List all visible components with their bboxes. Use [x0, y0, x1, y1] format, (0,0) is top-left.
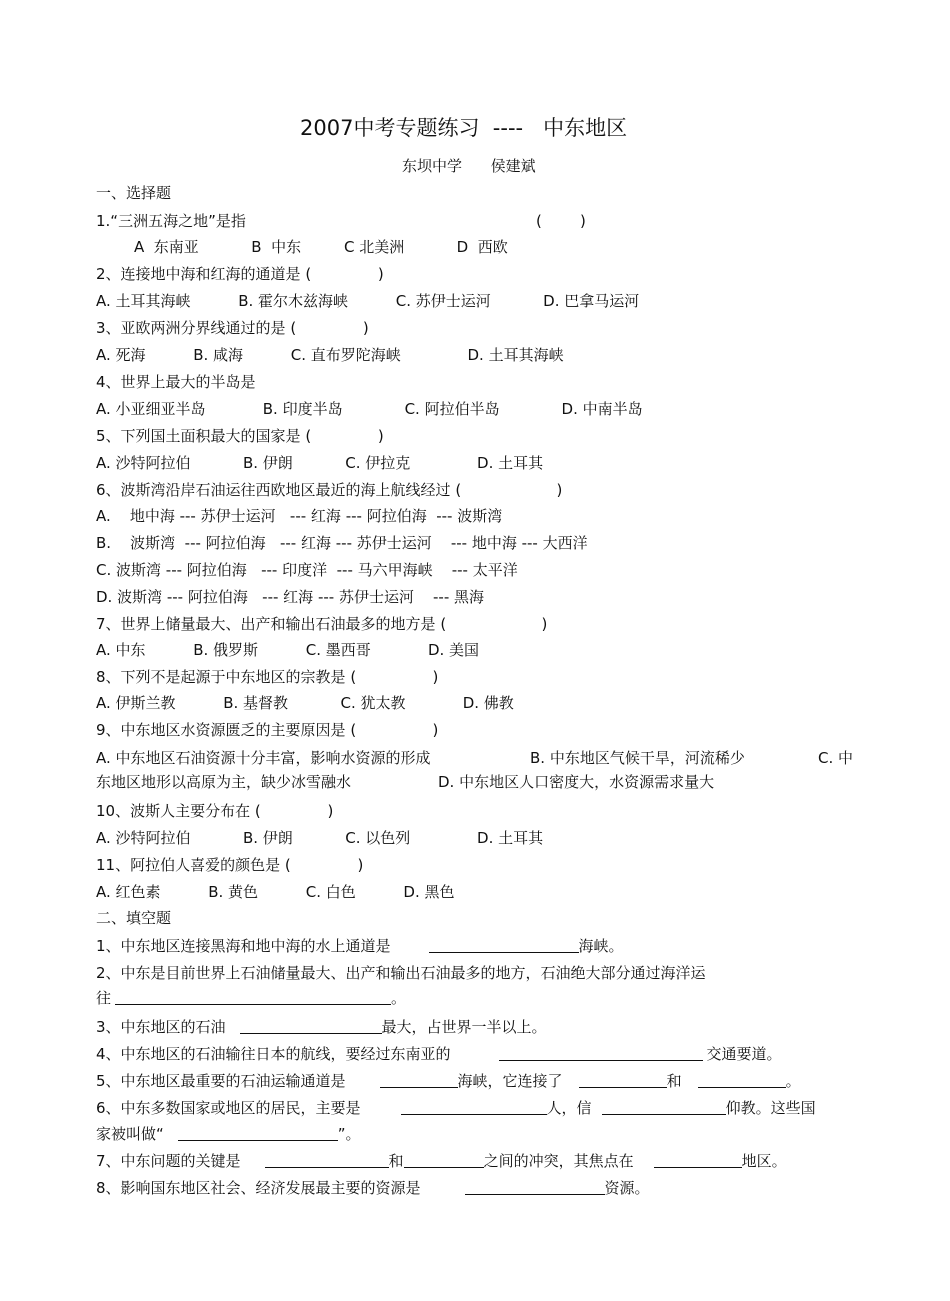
- fill-text: 之间的冲突，其焦点在: [483, 1152, 634, 1170]
- fill-blank[interactable]: [602, 1098, 726, 1115]
- option-d: D. 中东地区人口密度大，水资源需求量大: [438, 773, 715, 791]
- fill-blank[interactable]: [429, 936, 579, 953]
- page-title: 2007中考专题练习 ---- 中东地区: [300, 116, 628, 140]
- fill-blank[interactable]: [380, 1071, 458, 1088]
- fill-question-2-continued: [96, 988, 406, 1008]
- fill-text: 。: [785, 1072, 801, 1090]
- fill-text: 家被叫做“: [96, 1125, 164, 1143]
- question-options: A. 中东 B. 俄罗斯 C. 墨西哥 D. 美国: [96, 641, 480, 659]
- question-options: A. 死海 B. 咸海 C. 直布罗陀海峡 D. 土耳其海峡: [96, 346, 564, 364]
- fill-text: 和: [388, 1152, 404, 1170]
- option-c-continued: 东地区地形以高原为主，缺少冰雪融水: [96, 773, 352, 791]
- fill-text: 往: [96, 989, 112, 1007]
- fill-blank[interactable]: [499, 1044, 703, 1061]
- question-stem: 1.“三洲五海之地”是指: [96, 212, 246, 230]
- question-stem: 3、亚欧两洲分界线通过的是 ( ): [96, 319, 369, 337]
- fill-text: 7、中东问题的关键是: [96, 1152, 241, 1170]
- fill-text: 5、中东地区最重要的石油运输通道是: [96, 1072, 346, 1090]
- option-c: C. 中: [818, 749, 854, 767]
- fill-blank[interactable]: [401, 1098, 547, 1115]
- fill-blank[interactable]: [404, 1151, 484, 1168]
- question-stem: 9、中东地区水资源匮乏的主要原因是 ( ): [96, 721, 439, 739]
- fill-text: 海峡，它连接了: [457, 1072, 563, 1090]
- question-stem: 10、波斯人主要分布在 ( ): [96, 802, 334, 820]
- question-options: A. 土耳其海峡 B. 霍尔木兹海峡 C. 苏伊士运河 D. 巴拿马运河: [96, 292, 640, 310]
- question-options: A. 小亚细亚半岛 B. 印度半岛 C. 阿拉伯半岛 D. 中南半岛: [96, 400, 643, 418]
- option-c: C. 波斯湾 --- 阿拉伯海 --- 印度洋 --- 马六甲海峡 --- 太平洋: [96, 561, 518, 579]
- question-stem: 7、世界上储量最大、出产和输出石油最多的地方是 ( ): [96, 615, 548, 633]
- question-options: A. 沙特阿拉伯 B. 伊朗 C. 伊拉克 D. 土耳其: [96, 454, 544, 472]
- fill-text: 。: [391, 989, 407, 1007]
- fill-text: 最大，占世界一半以上。: [381, 1018, 547, 1036]
- fill-blank[interactable]: [178, 1124, 338, 1141]
- fill-text: 资源。: [604, 1179, 650, 1197]
- fill-question-6-continued: [96, 1124, 361, 1144]
- option-b: B. 中东地区气候干旱，河流稀少: [530, 749, 745, 767]
- fill-blank[interactable]: [115, 988, 391, 1005]
- question-options: A. 沙特阿拉伯 B. 伊朗 C. 以色列 D. 土耳其: [96, 829, 544, 847]
- question-stem: 11、阿拉伯人喜爱的颜色是 ( ): [96, 856, 364, 874]
- fill-blank[interactable]: [240, 1017, 382, 1034]
- fill-question-3: [96, 1017, 547, 1037]
- answer-paren: ( ): [536, 212, 586, 230]
- question-stem: 6、波斯湾沿岸石油运往西欧地区最近的海上航线经过 ( ): [96, 481, 563, 499]
- fill-question-7: [96, 1151, 787, 1171]
- fill-text: ”。: [337, 1125, 361, 1143]
- fill-text: 和: [666, 1072, 682, 1090]
- question-options: A 东南亚 B 中东 C 北美洲 D 西欧: [134, 238, 508, 256]
- fill-text: 6、中东多数国家或地区的居民，主要是: [96, 1099, 361, 1117]
- question-options: A. 红色素 B. 黄色 C. 白色 D. 黑色: [96, 883, 455, 901]
- author-line: 东坝中学 侯建斌: [402, 157, 536, 175]
- fill-text: 仰教。这些国: [725, 1099, 816, 1117]
- fill-question-2: 2、中东是目前世界上石油储量最大、出产和输出石油最多的地方，石油绝大部分通过海洋运: [96, 964, 706, 982]
- fill-blank[interactable]: [579, 1071, 667, 1088]
- fill-text: 海峡。: [578, 937, 624, 955]
- question-options: A. 伊斯兰教 B. 基督教 C. 犹太教 D. 佛教: [96, 694, 514, 712]
- option-a: A. 地中海 --- 苏伊士运河 --- 红海 --- 阿拉伯海 --- 波斯湾: [96, 507, 503, 525]
- fill-text: 交通要道。: [706, 1045, 782, 1063]
- question-stem: 5、下列国土面积最大的国家是 ( ): [96, 427, 384, 445]
- fill-text: 4、中东地区的石油输往日本的航线，要经过东南亚的: [96, 1045, 451, 1063]
- section-heading-choice: 一、选择题: [96, 184, 172, 202]
- fill-question-6: [96, 1098, 816, 1118]
- fill-blank[interactable]: [265, 1151, 389, 1168]
- question-stem: 2、连接地中海和红海的通道是 ( ): [96, 265, 384, 283]
- fill-text: 人，信: [546, 1099, 592, 1117]
- fill-text: 1、中东地区连接黑海和地中海的水上通道是: [96, 937, 391, 955]
- option-b: B. 波斯湾 --- 阿拉伯海 --- 红海 --- 苏伊士运河 --- 地中海 --- 大西洋: [96, 534, 588, 552]
- fill-blank[interactable]: [698, 1071, 786, 1088]
- fill-text: 3、中东地区的石油: [96, 1018, 226, 1036]
- option-d: D. 波斯湾 --- 阿拉伯海 --- 红海 --- 苏伊士运河 --- 黑海: [96, 588, 485, 606]
- fill-question-1: [96, 936, 624, 956]
- question-stem: 4、世界上最大的半岛是: [96, 373, 256, 391]
- fill-question-4: [96, 1044, 782, 1064]
- question-stem: 8、下列不是起源于中东地区的宗教是 ( ): [96, 668, 439, 686]
- fill-text: 8、影响国东地区社会、经济发展最主要的资源是: [96, 1179, 421, 1197]
- fill-question-5: [96, 1071, 801, 1091]
- fill-blank[interactable]: [465, 1178, 605, 1195]
- option-a: A. 中东地区石油资源十分丰富，影响水资源的形成: [96, 749, 431, 767]
- section-heading-fill: 二、填空题: [96, 909, 172, 927]
- fill-question-8: [96, 1178, 650, 1198]
- fill-text: 地区。: [741, 1152, 787, 1170]
- fill-blank[interactable]: [654, 1151, 742, 1168]
